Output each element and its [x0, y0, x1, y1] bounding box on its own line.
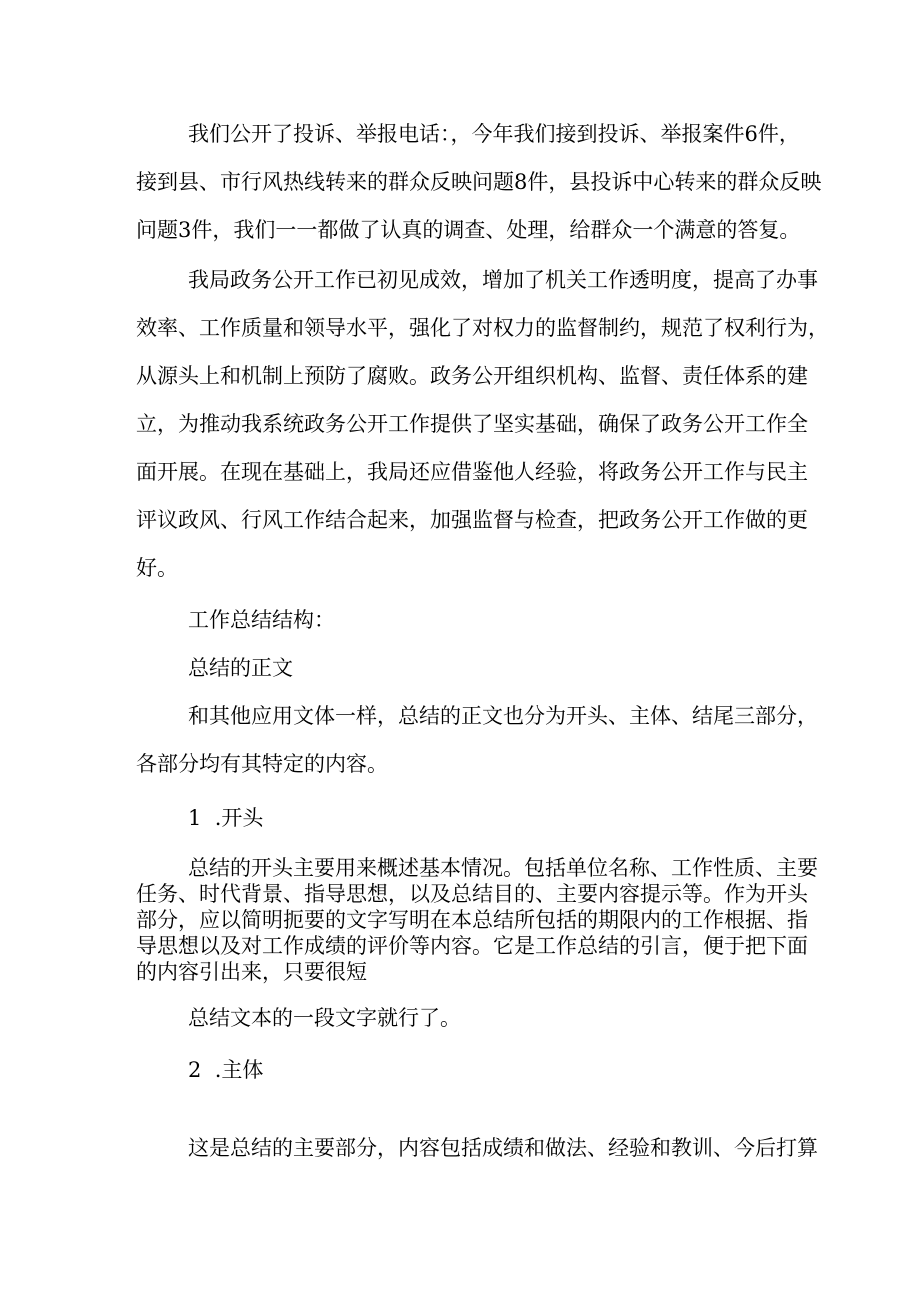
paragraph-4-line-5: 的内容引出来，只要很短 [136, 960, 367, 984]
paragraph-4-line-3: 部分，应以简明扼要的文字写明在本总结所包括的期限内的工作根据、指 [136, 908, 808, 932]
paragraph-2-line-5: 面开展。在现在基础上，我局还应借鉴他人经验，将政务公开工作与民主 [136, 460, 808, 484]
paragraph-5-line-1: 总结文本的一段文字就行了。 [188, 1006, 461, 1030]
paragraph-4-line-4: 导思想以及对工作成绩的评价等内容。它是工作总结的引言，便于把下面 [136, 934, 808, 958]
paragraph-2-line-7: 好。 [136, 556, 178, 580]
section-heading-body-text: 总结的正文 [188, 656, 293, 680]
paragraph-2-line-6: 评议政风、行风工作结合起来，加强监督与检查，把政务公开工作做的更 [136, 508, 808, 532]
section-heading-structure: 工作总结结构： [188, 608, 335, 632]
paragraph-1-line-2: 接到县、市行风热线转来的群众反映问题8件，县投诉中心转来的群众反映 [136, 170, 822, 194]
paragraph-3-line-2: 各部分均有其特定的内容。 [136, 752, 388, 776]
paragraph-1-line-1: 我们公开了投诉、举报电话：，今年我们接到投诉、举报案件6件， [188, 122, 800, 146]
paragraph-6-line-1: 这是总结的主要部分，内容包括成绩和做法、经验和教训、今后打算 [188, 1136, 818, 1160]
paragraph-1-line-3: 问题3件，我们一一都做了认真的调查、处理，给群众一个满意的答复。 [136, 218, 801, 242]
paragraph-4-line-1: 总结的开头主要用来概述基本情况。包括单位名称、工作性质、主要 [188, 856, 818, 880]
section-heading-main-body: 2 .主体 [188, 1058, 264, 1082]
paragraph-3-line-1: 和其他应用文体一样，总结的正文也分为开头、主体、结尾三部分， [188, 704, 818, 728]
paragraph-2-line-3: 从源头上和机制上预防了腐败。政务公开组织机构、监督、责任体系的建 [136, 364, 808, 388]
paragraph-2-line-1: 我局政务公开工作已初见成效，增加了机关工作透明度，提高了办事 [188, 268, 818, 292]
paragraph-4-line-2: 任务、时代背景、指导思想，以及总结目的、主要内容提示等。作为开头 [136, 882, 808, 906]
section-heading-opening: 1 .开头 [188, 806, 264, 830]
paragraph-2-line-2: 效率、工作质量和领导水平，强化了对权力的监督制约，规范了权利行为， [136, 316, 829, 340]
paragraph-2-line-4: 立，为推动我系统政务公开工作提供了坚实基础，确保了政务公开工作全 [136, 412, 808, 436]
